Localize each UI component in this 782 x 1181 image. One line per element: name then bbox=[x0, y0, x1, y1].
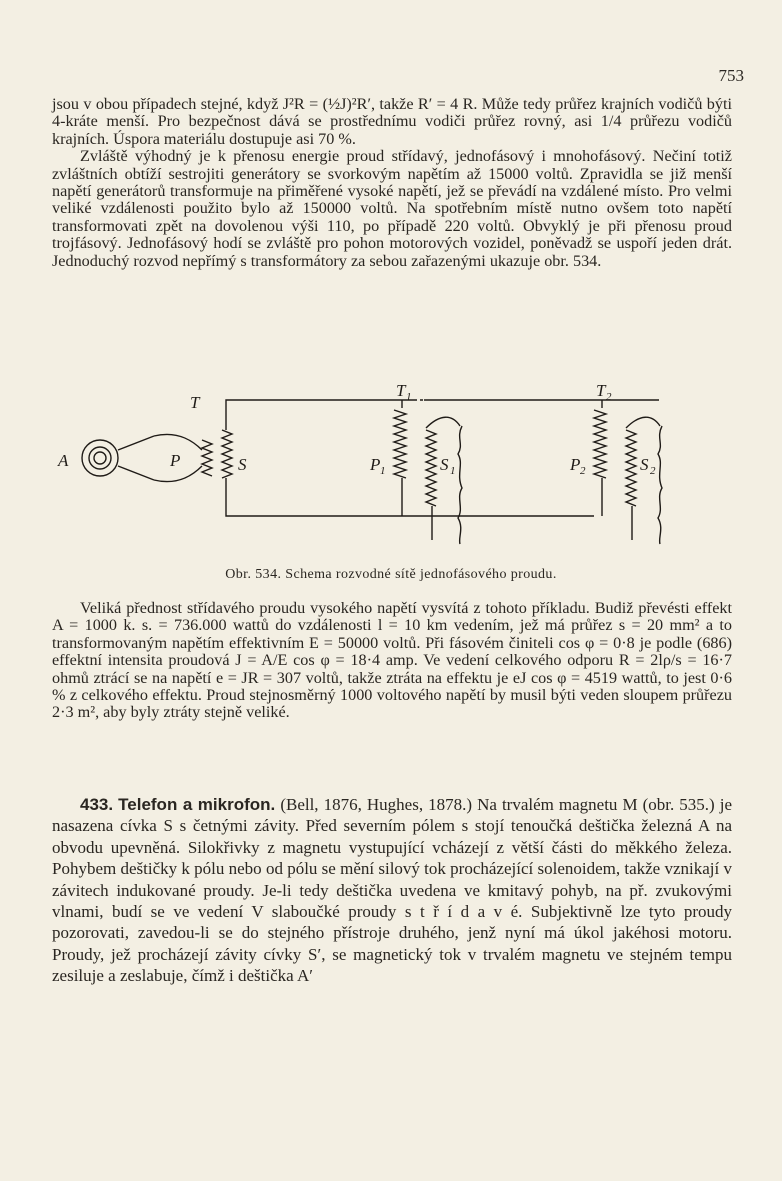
t1-secondary-arc bbox=[426, 417, 460, 428]
section-title: Telefon a mikrofon. bbox=[118, 795, 276, 814]
transformer-t-secondary-coil bbox=[222, 430, 232, 478]
label-p1-sub: 1 bbox=[380, 465, 386, 477]
label-s2-sub: 2 bbox=[650, 465, 656, 477]
label-p2-sub: 2 bbox=[580, 465, 586, 477]
figure-caption: Obr. 534. Schema rozvodné sítě jednofásového proudu. bbox=[225, 567, 557, 582]
transformer-t1-secondary-coil bbox=[426, 430, 436, 506]
t1-secondary-winding-right bbox=[458, 426, 462, 544]
label-s2: S bbox=[640, 455, 649, 474]
t2-secondary-winding-right bbox=[658, 426, 662, 544]
generator-core bbox=[94, 452, 106, 464]
generator-wire-bottom bbox=[118, 466, 154, 480]
section-body: Na trvalém magnetu M (obr. 535.) je nasazena cívka S s četnými závity. Před severním pólem s stojí tenoučká deštička železná A na obvodu upevněná. Silokřivky z magnetu vystupující vcházejí z větší části do měkkého železa. Pohybem deštičky k pólu nebo od pólu se mění silový tok procházející solenoidem, takže vznikají v závitech indukované proudy. Je-li tedy deštička uvedena ve kmitavý pohyb, na př. zvukovými vlnami, budí se ve vedení V slaboučké proudy s t ř í d a v é. Subjektivně lze tyto proudy pozorovati, zavedou-li se do stejného přístroje druhého, jenž nyní má úkol jakéhosi motoru. Proudy, jež procházejí závity cívky S′, se magnetický tok v trvalém magnetu ve stejném tempu zesiluje a zeslabuje, čímž i deštička A′ bbox=[52, 795, 733, 986]
transformer-t1-primary-coil bbox=[394, 410, 406, 478]
label-p: P bbox=[170, 451, 181, 470]
section-number: 433. bbox=[80, 795, 114, 814]
t2-secondary-arc bbox=[626, 417, 660, 428]
text-block-middle bbox=[52, 600, 732, 722]
label-t2: T bbox=[596, 381, 606, 400]
text-block-section-433 bbox=[52, 794, 732, 987]
page-number: 753 bbox=[718, 66, 744, 85]
label-a: A bbox=[58, 451, 69, 470]
distribution-network-schematic bbox=[54, 378, 714, 568]
primary-lead-top bbox=[154, 434, 202, 450]
label-t2-sub: 2 bbox=[606, 391, 612, 403]
line-bottom-1 bbox=[226, 478, 414, 516]
transformer-t2-primary-coil bbox=[594, 410, 606, 478]
label-s1-sub: 1 bbox=[450, 465, 456, 477]
label-p2: P bbox=[570, 455, 581, 474]
label-p1: P bbox=[370, 455, 381, 474]
label-t1: T bbox=[396, 381, 406, 400]
section-433-paragraph bbox=[52, 794, 732, 987]
transformer-t2-secondary-coil bbox=[626, 430, 636, 506]
label-s: S bbox=[238, 455, 247, 474]
text-block-top bbox=[52, 96, 732, 270]
transformer-t-primary-coil bbox=[202, 440, 212, 476]
label-t: T bbox=[190, 393, 200, 412]
generator-wire-top bbox=[118, 436, 154, 450]
figure-534-diagram bbox=[54, 378, 714, 568]
generator-inner-ring bbox=[89, 447, 111, 469]
section-citation: (Bell, 1876, Hughes, 1878.) bbox=[280, 795, 473, 814]
paragraph-savings: jsou v obou případech stejné, když J²R = (½J)²R′, takže R′ = 4 R. Může tedy průřez krajních vodičů býti 4-kráte menší. Pro bezpečnost dává se prostřednímu vodiči průřez rovný, asi 1/4 průřezu vodičů krajních. Úspora materiálu dostupuje asi 70 %. bbox=[52, 95, 732, 148]
label-t1-sub: 1 bbox=[406, 391, 412, 403]
paragraph-worked-example: Veliká přednost střídavého proudu vysokého napětí vysvítá z tohoto příkladu. Budiž převésti effekt A = 1000 k. s. = 736.000 wattů do vzdálenosti l = 10 km vedením, jež má průřez s = 20 mm² a to transformovaným napětím effektivním E = 50000 voltů. Při fásovém činiteli cos φ = 0·8 je podle (686) effektní intensita proudová J = A/E cos φ = 18·4 amp. Ve vedení celkového odporu R = 2lρ/s = 16·7 ohmů ztrácí se na napětí e = JR = 307 voltů, takže ztráta na effektu je eJ cos φ = 4519 wattů, to jest 0·6 % z celkového effektu. Proud stejnosměrný 1000 voltového napětí by musil býti veden sloupem průřezu 2·3 m², aby byly ztráty stejně veliké. bbox=[52, 599, 732, 722]
generator-outer-ring bbox=[82, 440, 118, 476]
line-top-1 bbox=[226, 400, 414, 430]
paragraph-alternating-current: Zvláště výhodný je k přenosu energie proud střídavý, jednofásový i mnohofásový. Nečiní totiž zvláštních obtíží sestrojiti generátory se svorkovým napětím až 15000 voltů. Zpravidla se již menší napětí generátorů transformuje na přiměřené vysoké napětí, jež se převádí na vzdálené místo. Pro velmi veliké vzdálenosti použito bylo až 150000 voltů. Na spotřebním místě nutno ovšem toto napětí transformovati zpět na dovolenou výši 110, po případě 220 voltů. Obvyklý je při přenosu proud trojfásový. Jednofásový hodí se zvláště pro pohon motorových vozidel, poněvadž se uspoří jeden drát. Jednoduchý rozvod nepřímý s transformátory za sebou zařazenými ukazuje obr. 534. bbox=[52, 147, 732, 270]
label-s1: S bbox=[440, 455, 449, 474]
